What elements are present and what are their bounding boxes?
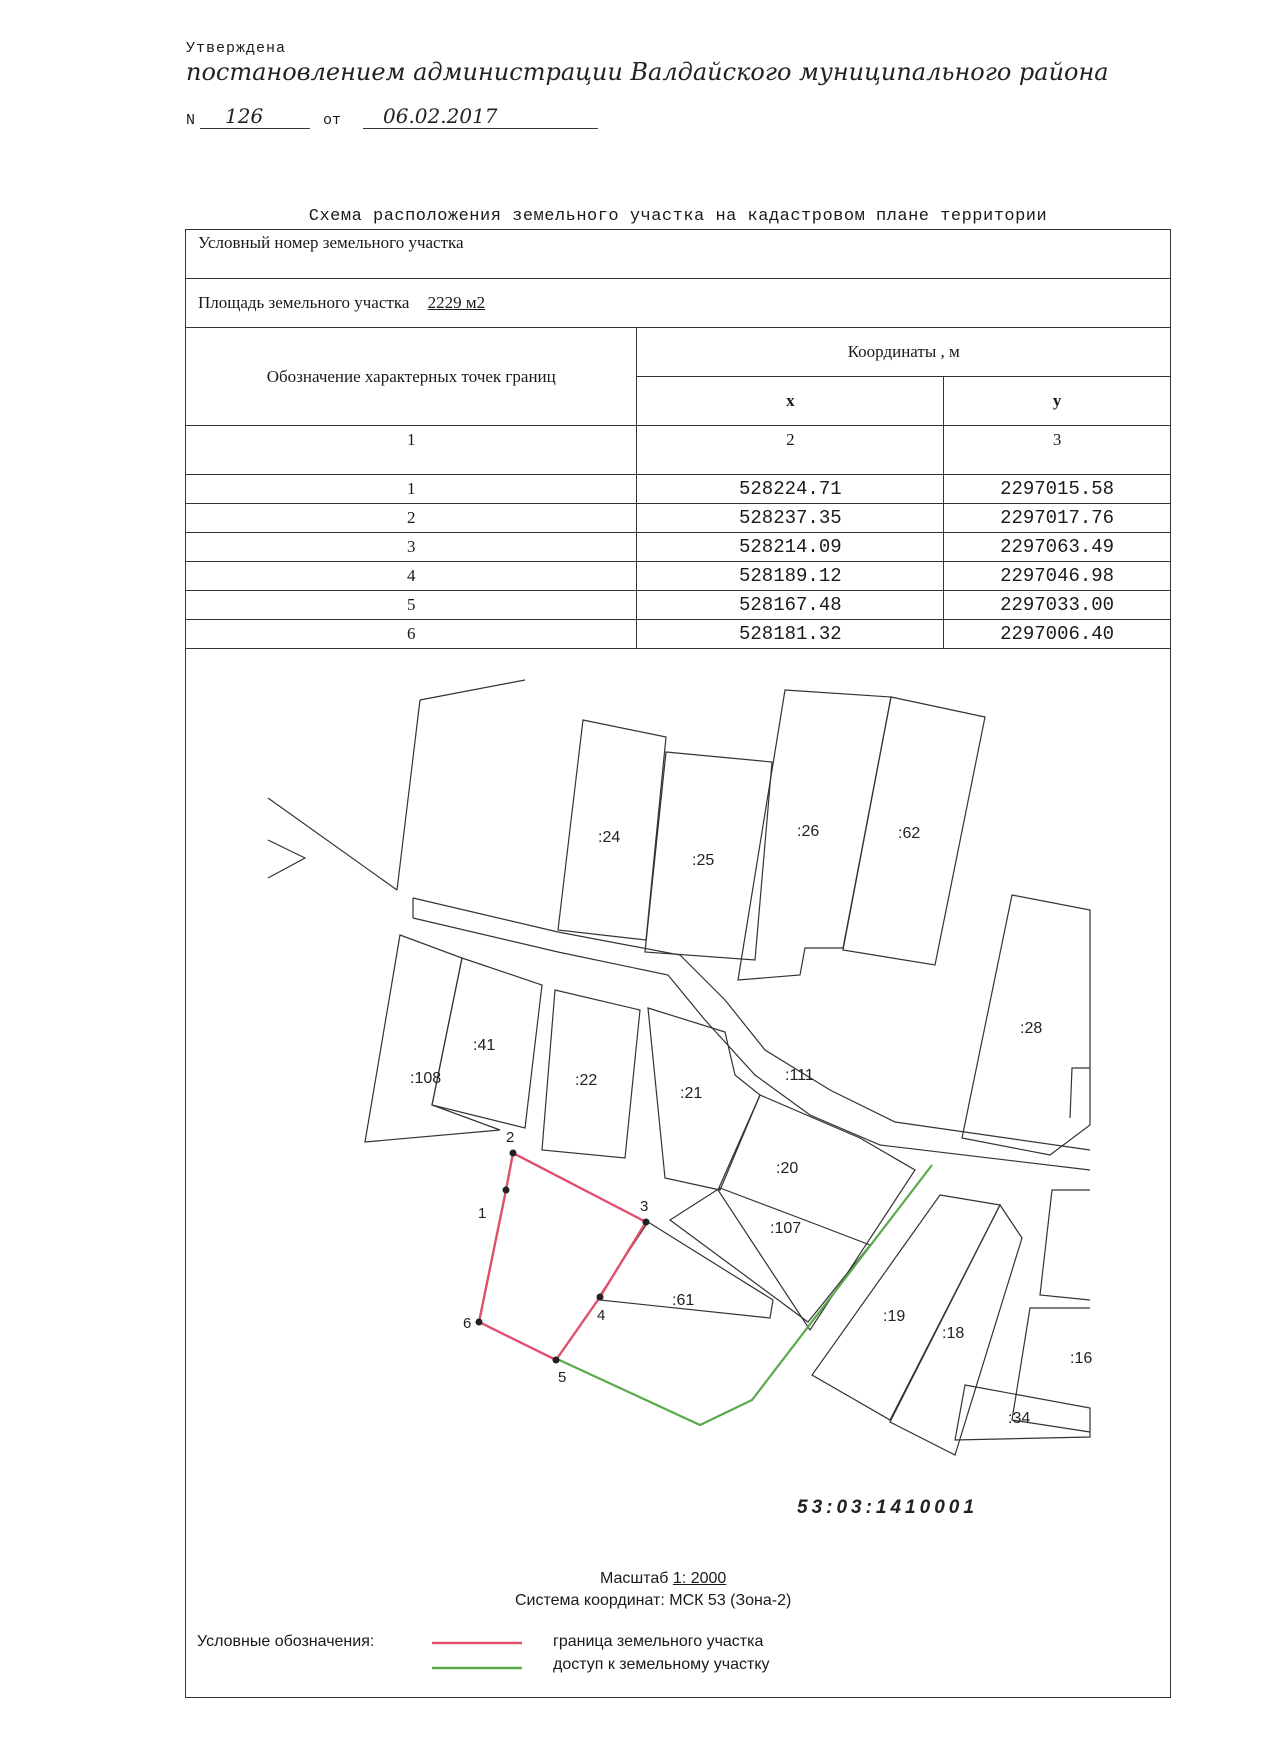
parcel-label: :25: [692, 852, 715, 869]
point-id: 2: [186, 504, 637, 533]
parcel-label: :108: [410, 1070, 442, 1087]
x-value: 528167.48: [637, 591, 944, 620]
document-date: 06.02.2017: [363, 104, 598, 129]
y-value: 2297063.49: [944, 533, 1171, 562]
area-value: 2229 м2: [427, 293, 486, 312]
parcel-label: :19: [883, 1308, 906, 1325]
parcel-label: :34: [1008, 1410, 1031, 1427]
col-number: 2: [637, 426, 944, 475]
boundary-vertices: [476, 1150, 650, 1364]
point-id: 4: [186, 562, 637, 591]
scale: [600, 1570, 726, 1588]
parcel-label: :18: [942, 1325, 965, 1342]
legend-title: Условные обозначения:: [197, 1633, 375, 1650]
vertex-3: [643, 1219, 650, 1226]
point-id: 5: [186, 591, 637, 620]
point-id: 1: [186, 475, 637, 504]
parcel-label: :24: [598, 829, 621, 846]
area-label: Площадь земельного участка: [198, 293, 410, 312]
parcel-label: :22: [575, 1072, 598, 1089]
resolution-handwritten: постановлением администрации Валдайского муниципального района: [186, 58, 1109, 86]
point-label: 2: [506, 1129, 515, 1146]
x-header: x: [637, 377, 944, 426]
coordinate-system: Система координат: МСК 53 (Зона-2): [515, 1592, 792, 1609]
parcel-label: :41: [473, 1037, 496, 1054]
parcel-label: :20: [776, 1160, 799, 1177]
page-title: Схема расположения земельного участка на кадастровом плане территории: [308, 207, 1048, 226]
date-label: от: [323, 112, 342, 129]
parcel-boundary: [479, 1153, 649, 1360]
y-value: 2297017.76: [944, 504, 1171, 533]
vertex-2: [510, 1150, 517, 1157]
parcel-label: :61: [672, 1292, 695, 1309]
parcel-label: :111: [785, 1067, 814, 1084]
point-label: 1: [478, 1205, 487, 1222]
parcel-label: :21: [680, 1085, 703, 1102]
point-label: 3: [640, 1198, 649, 1215]
parcel-label: :26: [797, 823, 820, 840]
coords-header: Координаты , м: [637, 328, 1171, 377]
direction-arrow: [268, 840, 305, 878]
x-value: 528181.32: [637, 620, 944, 649]
x-value: 528214.09: [637, 533, 944, 562]
parcel-outlines: [268, 680, 1093, 1455]
vertex-6: [476, 1319, 483, 1326]
parcel-label: :28: [1020, 1020, 1043, 1037]
parcel-label: :16: [1070, 1350, 1093, 1367]
conditional-number-label: Условный номер земельного участка: [186, 230, 1171, 279]
number-label: N: [186, 112, 196, 129]
parcel-label: :62: [898, 825, 921, 842]
vertex-1: [503, 1187, 510, 1194]
y-value: 2297006.40: [944, 620, 1171, 649]
y-value: 2297033.00: [944, 591, 1171, 620]
y-header: y: [944, 377, 1171, 426]
parcel-label: :107: [770, 1220, 802, 1237]
col-number: 3: [944, 426, 1171, 475]
cadastral-quarter: 53:03:1410001: [797, 1497, 978, 1518]
point-label: 4: [597, 1307, 606, 1324]
point-id: 3: [186, 533, 637, 562]
point-id: 6: [186, 620, 637, 649]
x-value: 528189.12: [637, 562, 944, 591]
y-value: 2297046.98: [944, 562, 1171, 591]
point-label: 6: [463, 1315, 472, 1332]
vertex-5: [553, 1357, 560, 1364]
x-value: 528224.71: [637, 475, 944, 504]
x-value: 528237.35: [637, 504, 944, 533]
col-number: 1: [186, 426, 637, 475]
scale-value: 1: 2000: [672, 1570, 727, 1587]
y-value: 2297015.58: [944, 475, 1171, 504]
legend-boundary-label: граница земельного участка: [553, 1633, 764, 1650]
scale-label: Масштаб: [600, 1570, 669, 1587]
points-header: Обозначение характерных точек границ: [186, 328, 637, 426]
legend-access-label: доступ к земельному участку: [553, 1656, 770, 1673]
document-number: 126: [200, 104, 310, 129]
vertex-4: [597, 1294, 604, 1301]
point-label: 5: [558, 1369, 567, 1386]
approved-label: Утверждена: [186, 40, 287, 57]
